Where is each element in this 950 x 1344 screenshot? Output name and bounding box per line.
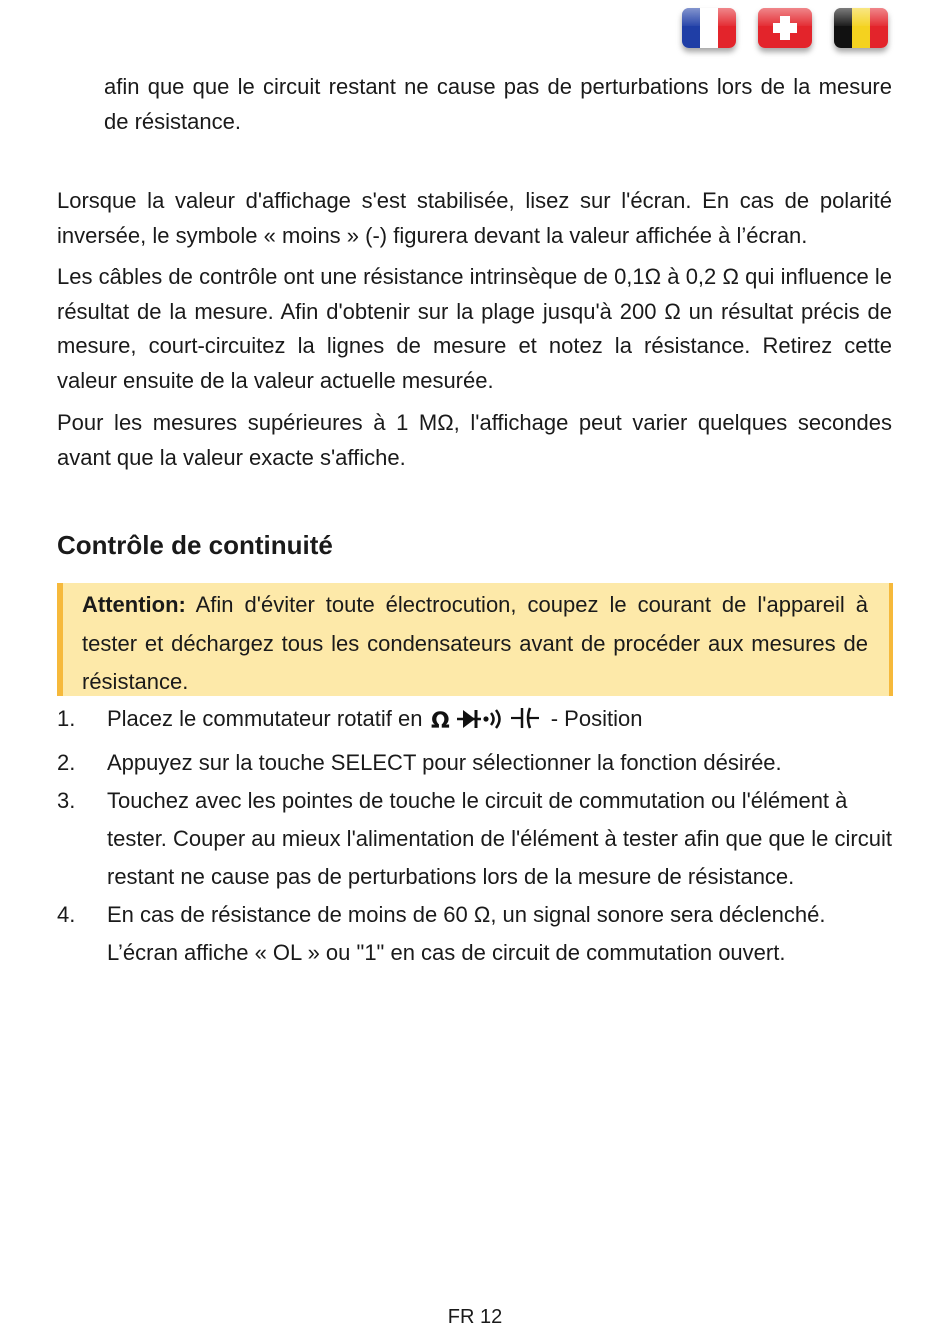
step-text: Placez le commutateur rotatif en xyxy=(107,706,423,731)
step-text: Appuyez sur la touche SELECT pour sélectionner la fonction désirée. xyxy=(107,750,782,775)
test-lead-resistance-paragraph: Les câbles de contrôle ont une résistance intrinsèque de 0,1Ω à 0,2 Ω qui influence le résultat de la mesure. Afin d'obtenir sur la plage jusqu'à 200 Ω un résultat précis de mesure, court-circuitez la lignes de mesure et notez la résistance. Retirez cette valeur ensuite de la valeur actuelle mesurée. xyxy=(57,264,892,393)
ohm-diode-sound-capacitor-icon xyxy=(431,706,543,744)
continuation-paragraph: afin que que le circuit restant ne cause pas de perturbations lors de la mesure de résistance. xyxy=(104,74,892,134)
svg-text:Ω: Ω xyxy=(430,709,450,732)
step-text: En cas de résistance de moins de 60 Ω, un signal sonore sera déclenché. L’écran affiche « OL » ou "1" en cas de circuit de commutation ouvert. xyxy=(107,902,826,965)
list-item xyxy=(57,700,892,744)
flag-belgium-icon xyxy=(834,8,888,48)
page-number: FR 12 xyxy=(447,1306,503,1328)
high-resistance-paragraph: Pour les mesures supérieures à 1 MΩ, l'affichage peut varier quelques secondes avant que la valeur exacte s'affiche. xyxy=(57,410,892,470)
warning-label: Attention: xyxy=(82,592,186,617)
step-number: 3. xyxy=(57,788,76,813)
stabilized-display-paragraph: Lorsque la valeur d'affichage s'est stabilisée, lisez sur l'écran. En cas de polarité inversée, le symbole « moins » (-) figurera devant la valeur affichée à l’écran. xyxy=(57,188,892,248)
step-text-suffix: - Position xyxy=(550,706,643,731)
flag-france-icon xyxy=(682,8,736,48)
list-item xyxy=(57,744,892,782)
step-text: Touchez avec les pointes de touche le circuit de commutation ou l'élément à tester. Couper au mieux l'alimentation de l'élément à tester afin que que le circuit restant ne cause pas de perturbations lors de la mesure de résistance. xyxy=(107,788,892,889)
warning-text xyxy=(82,586,868,702)
step-number: 2. xyxy=(57,750,76,775)
warning-body: Afin d'éviter toute électrocution, coupez le courant de l'appareil à tester et déchargez tous les condensateurs avant de procéder aux mesures de résistance. xyxy=(82,592,868,694)
language-flags xyxy=(682,8,888,48)
steps-list xyxy=(57,700,892,972)
section-heading: Contrôle de continuité xyxy=(57,530,333,560)
list-item xyxy=(57,782,892,896)
flag-switzerland-icon xyxy=(758,8,812,48)
list-item xyxy=(57,896,892,972)
step-number: 1. xyxy=(57,706,76,731)
step-number: 4. xyxy=(57,902,76,927)
